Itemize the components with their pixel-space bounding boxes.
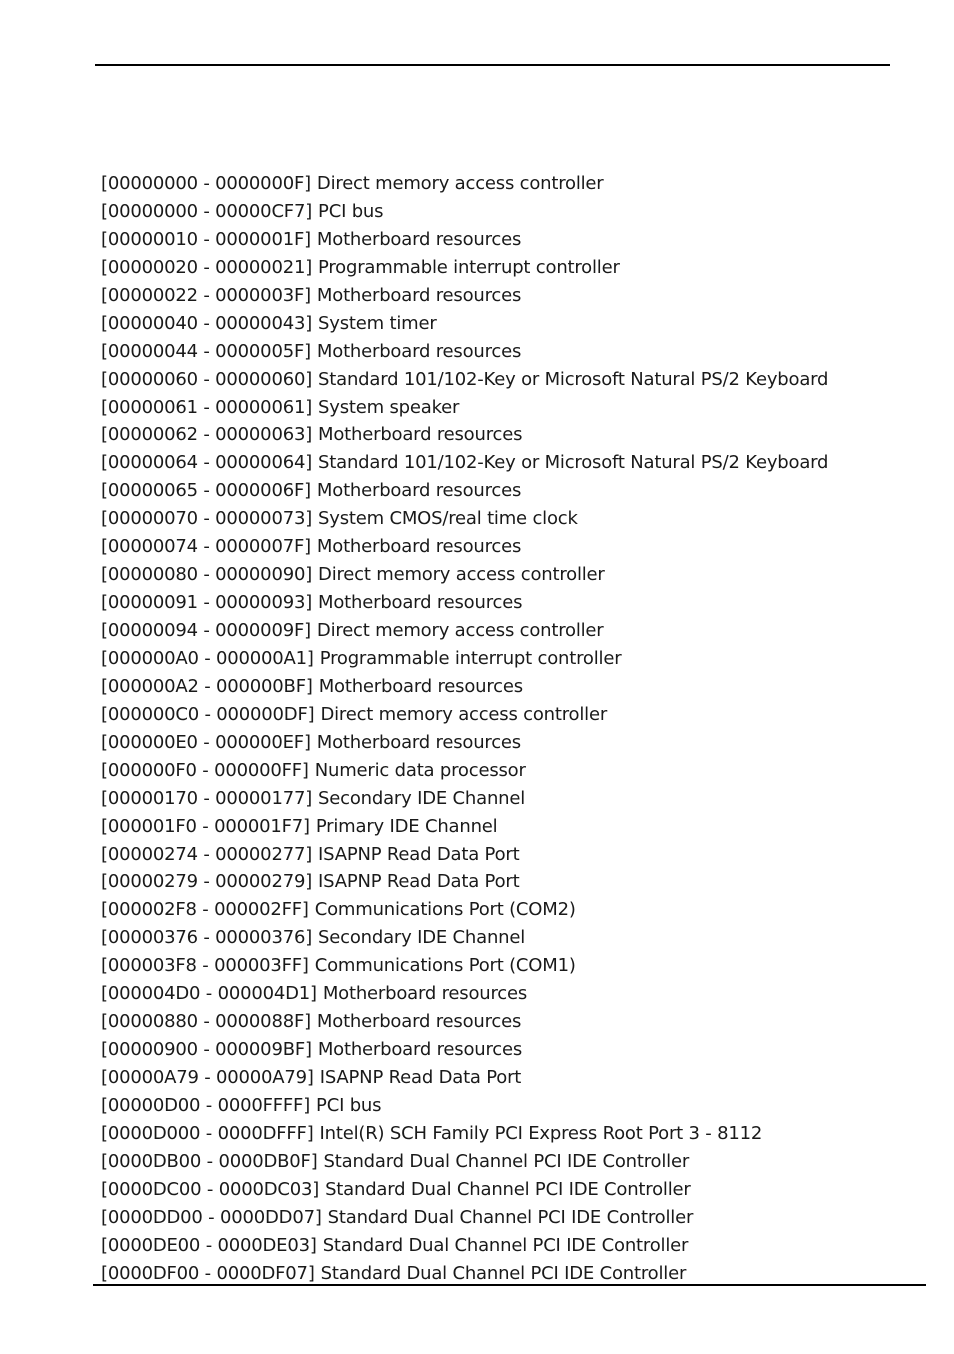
io-address-range: [00000091 - 00000093] [101,592,313,614]
io-resource-row [101,785,921,813]
io-device-name: Motherboard resources [316,284,522,306]
io-resource-row [101,170,921,198]
io-resource-row [101,1008,921,1036]
io-address-range: [00000D00 - 0000FFFF] [101,1094,311,1116]
io-address-range: [000000E0 - 000000EF] [101,731,311,753]
io-address-range: [0000D000 - 0000DFFF] [101,1122,314,1144]
io-device-name: Standard 101/102-Key or Microsoft Natural PS/2 Keyboard [318,368,829,390]
io-resource-row [101,1036,921,1064]
io-device-name: Motherboard resources [318,675,523,697]
io-resource-row [101,310,921,338]
io-device-name: Communications Port (COM2) [314,899,576,921]
io-device-name: Direct memory access controller [318,564,605,586]
io-resource-row [101,477,921,505]
io-device-name: ISAPNP Read Data Port [319,1067,522,1088]
io-device-name: Direct memory access controller [316,620,604,641]
io-device-name: PCI bus [316,1094,382,1116]
io-resource-row [101,589,921,617]
io-resource-row [101,421,921,449]
io-address-range: [00000064 - 00000064] [101,452,313,474]
io-device-name: System timer [318,312,437,334]
io-resource-row [101,617,921,645]
io-address-range: [00000061 - 00000061] [101,396,313,418]
io-address-range: [000002F8 - 000002FF] [101,899,309,921]
io-device-name: Intel(R) SCH Family PCI Express Root Port 3 - 8112 [319,1122,763,1144]
io-address-range: [00000170 - 00000177] [101,787,313,809]
io-device-name: Programmable interrupt controller [318,256,620,278]
io-address-range: [00000376 - 00000376] [101,927,313,949]
io-address-range: [00000000 - 00000CF7] [101,200,313,222]
io-resource-row [101,1232,921,1260]
io-address-range: [00000274 - 00000277] [101,843,313,865]
io-address-range: [000004D0 - 000004D1] [101,983,317,1005]
io-resource-row [101,533,921,561]
io-address-range: [0000DB00 - 0000DB0F] [101,1150,318,1172]
io-address-range: [00000010 - 0000001F] [101,228,311,250]
io-resource-row [101,645,921,673]
io-device-name: Standard Dual Channel PCI IDE Controller [327,1206,694,1228]
io-device-name: Motherboard resources [318,592,523,614]
io-resource-row [101,505,921,533]
io-address-range: [00000044 - 0000005F] [101,340,311,362]
io-resource-row [101,701,921,729]
io-address-range: [00000040 - 00000043] [101,312,313,334]
io-address-range: [00000900 - 000009BF] [101,1039,312,1061]
io-resource-row [101,449,921,477]
io-address-range: [000000A2 - 000000BF] [101,675,313,697]
io-resource-row [101,561,921,589]
io-resource-row [101,924,921,952]
io-resource-row [101,226,921,254]
io-resource-row [101,813,921,841]
io-device-name: Standard Dual Channel PCI IDE Controller [325,1178,691,1200]
io-device-name: Direct memory access controller [316,173,604,194]
io-device-name: Standard Dual Channel PCI IDE Controller [323,1150,690,1172]
io-address-range: [000000C0 - 000000DF] [101,703,315,725]
io-resource-row [101,841,921,869]
io-address-range: [00000000 - 0000000F] [101,173,311,194]
io-address-range: [0000DD00 - 0000DD07] [101,1206,322,1228]
io-address-range: [0000DC00 - 0000DC03] [101,1178,320,1200]
io-address-range: [0000DE00 - 0000DE03] [101,1234,317,1256]
io-device-name: Standard Dual Channel PCI IDE Controller [320,1262,687,1284]
header-rule [95,64,890,66]
io-address-range: [00000070 - 00000073] [101,508,313,530]
io-device-name: Standard 101/102-Key or Microsoft Natural PS/2 Keyboard [318,452,829,474]
io-address-range: [000001F0 - 000001F7] [101,815,310,837]
io-resource-row [101,952,921,980]
io-device-name: ISAPNP Read Data Port [318,843,520,865]
io-address-range: [00000022 - 0000003F] [101,284,311,306]
io-address-range: [00000A79 - 00000A79] [101,1067,314,1088]
io-device-name: Primary IDE Channel [315,815,498,837]
io-resource-row [101,896,921,924]
io-resource-row [101,282,921,310]
io-device-name: Programmable interrupt controller [319,647,622,669]
io-resource-row [101,394,921,422]
io-resource-row [101,1120,921,1148]
io-resource-row [101,673,921,701]
io-device-name: Direct memory access controller [320,703,608,725]
io-device-name: Motherboard resources [322,983,528,1005]
io-address-range: [000000F0 - 000000FF] [101,759,309,781]
io-resource-row [101,1148,921,1176]
io-resource-row [101,254,921,282]
io-device-name: System CMOS/real time clock [318,508,578,530]
io-resource-row [101,1176,921,1204]
io-device-name: Motherboard resources [316,480,522,502]
io-address-range: [00000080 - 00000090] [101,564,313,586]
io-device-name: Motherboard resources [316,228,522,250]
io-resource-row [101,1092,921,1120]
io-device-name: PCI bus [318,200,384,222]
io-resource-row [101,366,921,394]
io-device-name: Numeric data processor [314,759,526,781]
io-address-range: [000003F8 - 000003FF] [101,955,309,977]
io-device-name: System speaker [318,396,460,418]
io-resource-row [101,729,921,757]
io-device-name: Motherboard resources [316,536,522,558]
io-address-range: [00000062 - 00000063] [101,424,313,446]
io-resource-row [101,1204,921,1232]
io-address-range: [00000020 - 00000021] [101,256,313,278]
footer-rule [93,1284,926,1286]
io-device-name: Motherboard resources [316,340,522,362]
io-device-name: Communications Port (COM1) [314,955,576,977]
io-address-range: [00000060 - 00000060] [101,368,313,390]
io-resource-list [101,170,921,1288]
io-resource-row [101,980,921,1008]
io-device-name: Secondary IDE Channel [318,927,526,949]
io-resource-row [101,1064,921,1092]
io-device-name: ISAPNP Read Data Port [318,871,520,893]
io-resource-row [101,338,921,366]
io-address-range: [000000A0 - 000000A1] [101,647,314,669]
io-resource-row [101,757,921,785]
io-device-name: Motherboard resources [317,1039,523,1061]
io-device-name: Motherboard resources [316,731,521,753]
io-resource-row [101,868,921,896]
io-address-range: [00000279 - 00000279] [101,871,313,893]
io-device-name: Standard Dual Channel PCI IDE Controller [322,1234,689,1256]
io-address-range: [00000065 - 0000006F] [101,480,311,502]
io-address-range: [00000094 - 0000009F] [101,620,311,641]
io-address-range: [00000880 - 0000088F] [101,1011,311,1033]
io-address-range: [0000DF00 - 0000DF07] [101,1262,315,1284]
io-address-range: [00000074 - 0000007F] [101,536,311,558]
io-resource-row [101,198,921,226]
io-device-name: Motherboard resources [318,424,523,446]
io-device-name: Motherboard resources [316,1011,522,1033]
io-device-name: Secondary IDE Channel [318,787,526,809]
